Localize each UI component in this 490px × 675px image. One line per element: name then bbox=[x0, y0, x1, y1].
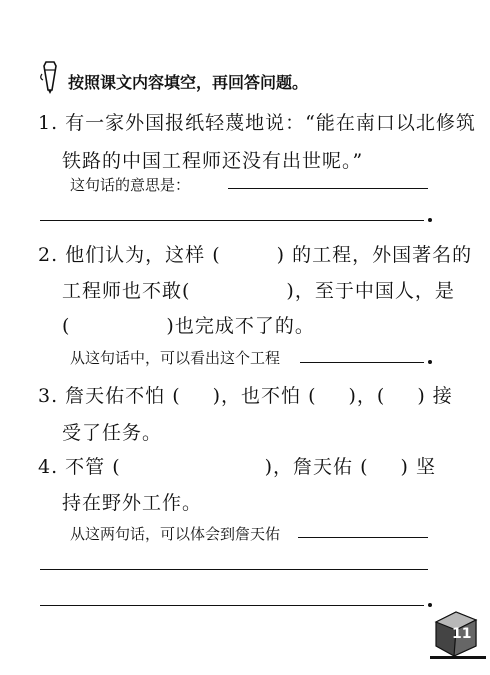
q3-part-d: ) 接 bbox=[417, 385, 453, 407]
q2-line3 bbox=[62, 311, 315, 338]
q4-line2: 持在野外工作。 bbox=[62, 492, 203, 514]
q1-answer-line-1[interactable] bbox=[228, 188, 428, 189]
page-bottom-rule bbox=[430, 656, 486, 659]
q4-part-b: )，詹天佑 ( bbox=[264, 456, 369, 478]
q2-line1 bbox=[38, 240, 472, 267]
page-number: 11 bbox=[452, 626, 472, 642]
q3-part-c: )，( bbox=[348, 385, 386, 407]
q4-answer-line-2[interactable] bbox=[40, 569, 428, 570]
q4-line1 bbox=[38, 452, 436, 479]
q1-line1: 1. 有一家外国报纸轻蔑地说：“能在南口以北修筑 bbox=[38, 112, 476, 134]
instruction-heading: 按照课文内容填空，再回答问题。 bbox=[68, 73, 309, 92]
q2-line2-start: 工程师也不敢( bbox=[62, 280, 191, 302]
q4-answer-line-1[interactable] bbox=[298, 537, 428, 538]
q3-line1 bbox=[38, 381, 453, 408]
q4-prompt: 从这两句话，可以体会到詹天佑 bbox=[70, 525, 281, 543]
q2-answer-line[interactable] bbox=[300, 362, 424, 363]
q2-line2-end: )，至于中国人，是 bbox=[286, 280, 455, 302]
q3-part-b: )，也不怕 ( bbox=[212, 385, 317, 407]
q4-part-c: ) 坚 bbox=[400, 456, 436, 478]
q2-line3-start: ( bbox=[62, 315, 71, 337]
q4-answer-line-3[interactable] bbox=[40, 605, 424, 606]
pencil-icon bbox=[38, 60, 64, 94]
q1-answer-line-2[interactable] bbox=[40, 220, 424, 221]
q4-part-a: 4. 不管 ( bbox=[38, 456, 121, 478]
q1-line2: 铁路的中国工程师还没有出世呢。” bbox=[62, 150, 364, 172]
q2-prompt: 从这句话中，可以看出这个工程 bbox=[70, 349, 281, 367]
q2-line2 bbox=[62, 276, 455, 303]
q2-end-dot bbox=[428, 360, 432, 364]
q2-line1-start: 2. 他们认为，这样 ( bbox=[38, 244, 221, 266]
q1-end-dot bbox=[428, 218, 432, 222]
q2-line3-end: )也完成不了的。 bbox=[166, 315, 315, 337]
q3-part-a: 3. 詹天佑不怕 ( bbox=[38, 385, 181, 407]
q3-line2: 受了任务。 bbox=[62, 422, 163, 444]
q1-prompt: 这句话的意思是： bbox=[70, 176, 191, 194]
q2-line1-end: ) 的工程，外国著名的 bbox=[276, 244, 473, 266]
